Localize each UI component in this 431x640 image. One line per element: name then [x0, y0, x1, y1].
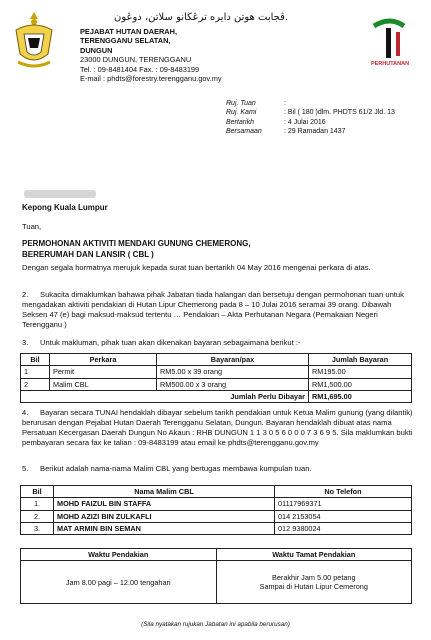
redacted-name — [24, 190, 96, 198]
fee-table-header — [21, 354, 412, 366]
reference-block — [226, 99, 426, 137]
guide-cell: 1. — [21, 498, 54, 510]
fee-cell: RM1,500.00 — [309, 378, 412, 390]
fee-cell: 1 — [21, 366, 50, 378]
salutation: Tuan, — [22, 222, 42, 231]
fee-total-row — [21, 390, 412, 402]
org-line-2: TERENGGANU SELATAN, — [80, 36, 171, 46]
state-crest-logo — [10, 10, 58, 70]
org-line-1: PEJABAT HUTAN DAERAH, — [80, 27, 178, 36]
forestry-logo-text: PERHUTANAN — [370, 60, 410, 67]
time-end-line-2: Sampai di Hutan Lipur Cemerong — [259, 582, 368, 592]
time-start-cell: Jam 8.00 pagi – 12.00 tengahari — [21, 561, 217, 604]
guide-cell: MOHD AZIZI BIN ZULKAFLI — [54, 510, 275, 522]
table-row — [21, 510, 412, 522]
guide-cell: 2. — [21, 510, 54, 522]
forestry-logo — [364, 16, 416, 74]
subject — [22, 239, 416, 260]
fee-table — [20, 353, 412, 403]
guide-cell: 014 2153054 — [275, 510, 412, 522]
fee-header-cell: Bil — [21, 354, 50, 366]
office-header — [80, 27, 350, 83]
guide-header-cell: Bil — [21, 486, 54, 498]
fee-header-cell: Bayaran/pax — [157, 354, 309, 366]
ref-value: : — [284, 100, 286, 107]
fee-header-cell: Jumlah Bayaran — [309, 354, 412, 366]
jawi-office-name: ڤجابت هوتن دايره ترڠڬانو سلاتن، دوڠون. — [114, 12, 289, 23]
time-table — [20, 548, 412, 604]
paragraph-3-text: Untuk makluman, pihak tuan akan dikenakan bayaran sebagaimana berikut :- — [40, 338, 301, 347]
fee-cell: RM195.00 — [309, 366, 412, 378]
fee-total-label: Jumlah Perlu Dibayar — [21, 390, 309, 402]
guide-header-cell: No Telefon — [275, 486, 412, 498]
paragraph-2: 2. Sukacita dimaklumkan bahawa pihak Jabatan tiada halangan dan bersetuju dengan permohonan tuan untuk mengadakan aktiviti pendakian di Hutan Lipur Chemerong pada 8 – 10 Julai 2016 seramai 39 orang. Dibawah Seksen 47 (e) bagi maksud-maksud tertentu … Pendakian – Akta Perhutanan Negara (Pemakaian Negeri Terengganu ) — [22, 290, 404, 330]
subject-line-1: PERMOHONAN AKTIVITI MENDAKI GUNUNG CHEMERONG, — [22, 239, 251, 248]
table-row — [21, 378, 412, 390]
guide-header-cell: Nama Malim CBL — [54, 486, 275, 498]
paragraph-2-text: Sukacita dimaklumkan bahawa pihak Jabatan tiada halangan dan bersetuju dengan permohonan tuan untuk mengadakan aktiviti pendakian di Hutan Lipur Chemerong pada 8 – 10 Julai 2016 seramai 39 orang. Dibawah Seksen 47 (e) bagi maksud-maksud tertentu … Pendakian – Akta Perhutanan Negara (Pemakaian Negeri Terengganu ) — [22, 290, 404, 330]
ref-label: Ruj. Tuan — [226, 100, 256, 107]
footer-note: (Sila nyatakan rujukan Jabatan ini apabila berurusan) — [141, 621, 290, 628]
ref-label: Ruj. Kami — [226, 109, 257, 117]
paragraph-4-text: Bayaran secara TUNAI hendaklah dibayar sebelum tarikh pendakian untuk Ketua Malim gunung (yang dilantik) berurusan dengan Pejabat Hutan Daerah Terengganu Selatan, Dungun. Bayaran hendaklah dibuat atas nama Persatuan Kecergasan Daerah Dungun No Akaun : RHB DUNGUN 1 1 3 0 5 6 0 0 0 7 3 6 9 5. Sila maklumkan bukti pembayaran secara fax ke talian : 09-8483199 atau email ke phdts@terengganu.gov.my — [22, 408, 413, 448]
fee-cell: 2 — [21, 378, 50, 390]
org-line-3: DUNGUN — [80, 45, 113, 55]
email-line: E-mail : phdts@forestry.terengganu.gov.my — [80, 73, 222, 83]
guide-table — [20, 485, 412, 535]
paragraph-1: Dengan segala hormatnya merujuk kepada surat tuan bertarikh 04 May 2016 mengenai perkara di atas. — [22, 263, 371, 272]
table-row — [21, 366, 412, 378]
subject-line-2: BERERUMAH DAN LANSIR ( CBL ) — [22, 249, 154, 259]
guide-cell: 012 9380024 — [275, 522, 412, 534]
fee-cell: Permit — [50, 366, 157, 378]
table-row — [21, 561, 412, 604]
time-end-line-1: Berakhir Jam 5.00 petang — [271, 573, 356, 582]
time-header-cell: Waktu Pendakian — [21, 549, 217, 561]
ref-label: Bertarikh — [226, 118, 255, 126]
guide-cell: MOHD FAIZUL BIN STAFFA — [54, 498, 275, 510]
recipient: Kepong Kuala Lumpur — [22, 203, 108, 212]
time-table-header — [21, 549, 412, 561]
tel-fax-line: Tel. : 09-8481404 Fax. : 09-8483199 — [80, 64, 200, 74]
guide-table-header — [21, 486, 412, 498]
fee-header-cell: Perkara — [50, 354, 157, 366]
fee-cell: Malim CBL — [50, 378, 157, 390]
time-header-cell: Waktu Tamat Pendakian — [216, 549, 412, 561]
time-end-cell — [216, 561, 412, 604]
fee-cell: RM500.00 x 3 orang — [157, 378, 309, 390]
table-row — [21, 522, 412, 534]
ref-value: : Bil ( 180 )dlm. PHDTS 61/2 Jld. 13 — [284, 109, 395, 117]
address-line: 23000 DUNGUN, TERENGGANU — [80, 55, 192, 65]
paragraph-3: 3. Untuk makluman, pihak tuan akan dikenakan bayaran sebagaimana berikut :- — [22, 338, 301, 347]
guide-cell: 3. — [21, 522, 54, 534]
guide-cell: MAT ARMIN BIN SEMAN — [54, 522, 275, 534]
table-row — [21, 498, 412, 510]
ref-label: Bersamaan — [226, 128, 262, 136]
ref-value: : 29 Ramadan 1437 — [284, 128, 346, 136]
paragraph-5-text: Berikut adalah nama-nama Malim CBL yang bertugas membawa kumpulan tuan. — [40, 464, 312, 473]
fee-cell: RM5.00 x 39 orang — [157, 366, 309, 378]
guide-cell: 01117969371 — [275, 498, 412, 510]
fee-total-value: RM1,695.00 — [309, 390, 412, 402]
paragraph-5: 5. Berikut adalah nama-nama Malim CBL yang bertugas membawa kumpulan tuan. — [22, 464, 312, 473]
ref-value: : 4 Julai 2016 — [284, 118, 326, 126]
paragraph-4: 4. Bayaran secara TUNAI hendaklah dibayar sebelum tarikh pendakian untuk Ketua Malim gunung (yang dilantik) berurusan dengan Pejabat Hutan Daerah Terengganu Selatan, Dungun. Bayaran hendaklah dibuat atas nama Persatuan Kecergasan Daerah Dungun No Akaun : RHB DUNGUN 1 1 3 0 5 6 0 0 0 7 3 6 9 5. Sila maklumkan bukti pembayaran secara fax ke talian : 09-8483199 atau email ke phdts@terengganu.gov.my — [22, 408, 413, 448]
